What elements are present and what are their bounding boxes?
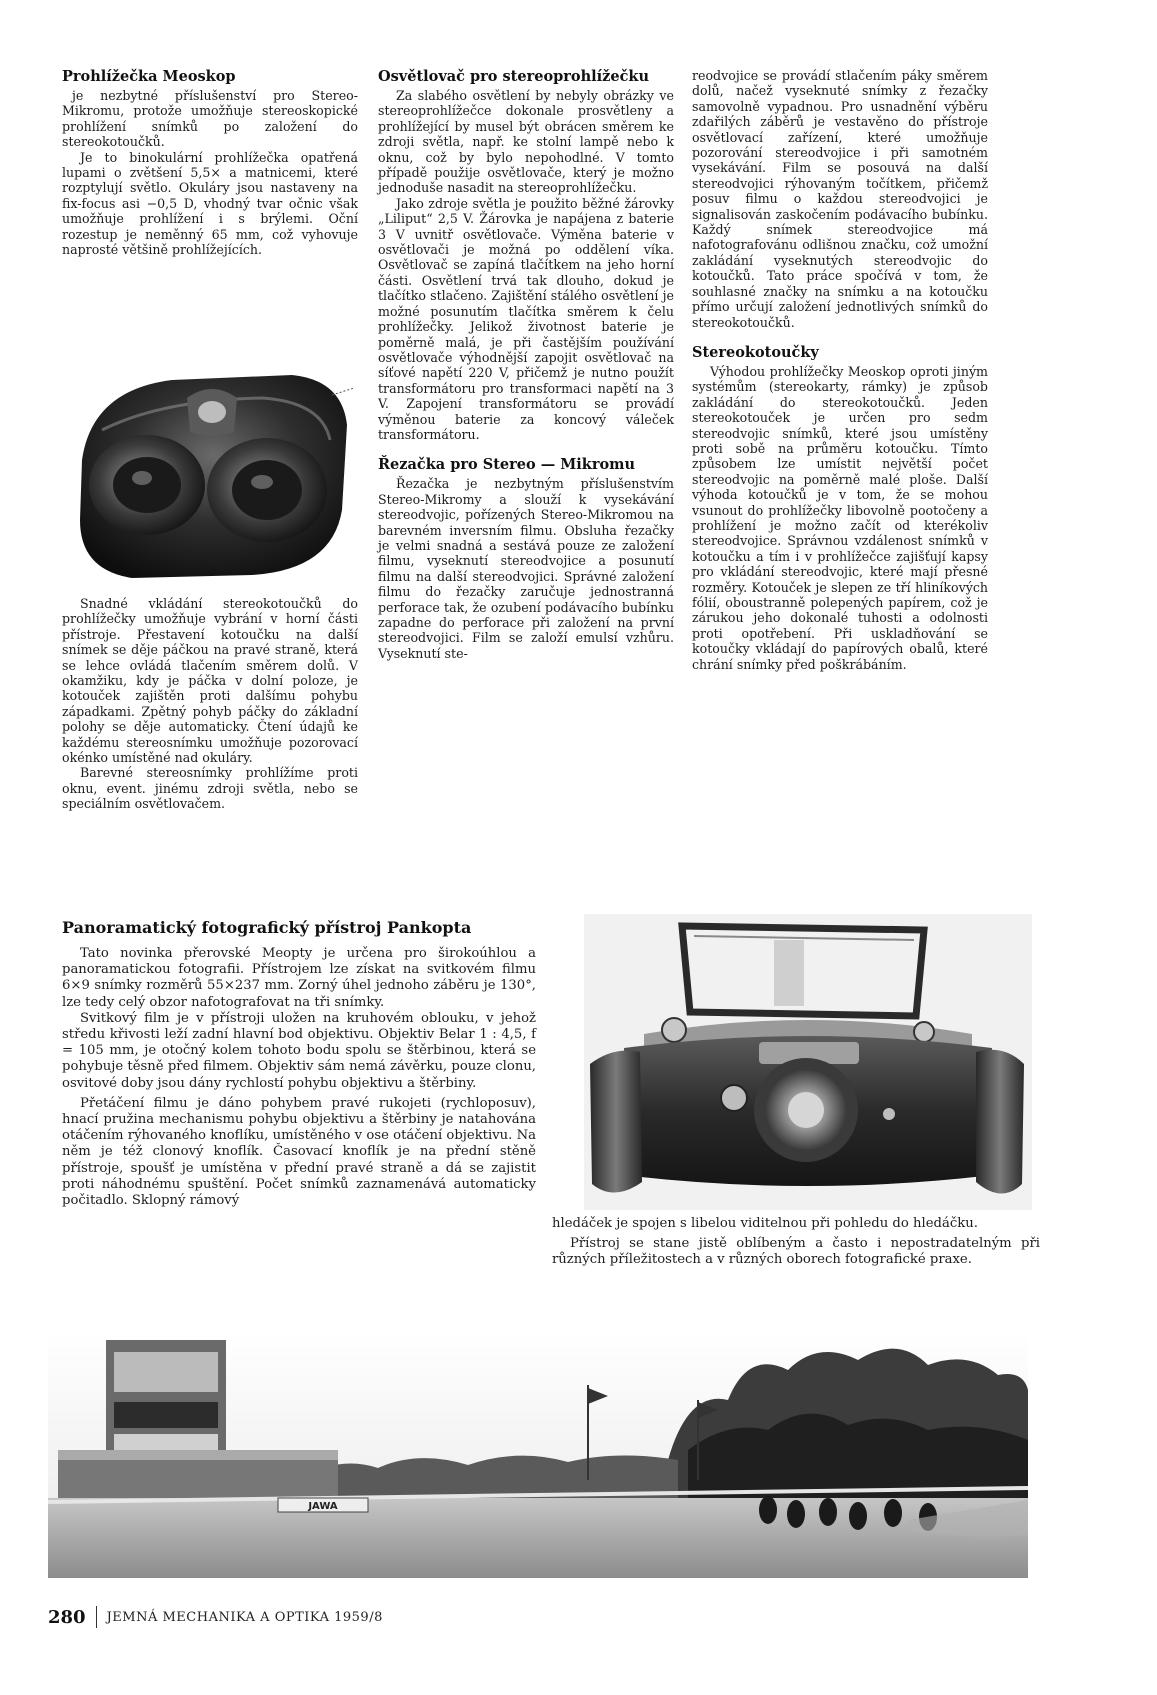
footer-separator — [96, 1606, 97, 1628]
paragraph: Za slabého osvětlení by nebyly obrázky ve stereoprohlížečce dokonale prosvětleny a prohlížející by musel být obrácen směrem ke zdroji světla, např. ke stolní lampě nebo k oknu, což by bylo nepohodlné. V tomto případě použije osvětlovače, který je možno jednoduše nasadit na stereoprohlížečku. — [378, 88, 674, 196]
paragraph: reodvojice se provádí stlačením páky směrem dolů, načež vyseknuté snímky z řezačky samovolně vypadnou. Pro usnadnění výběru zdařilých záběrů je vestavěno do přístroje osvětlovací zařízení, které umožňuje pozorování stereodvojice i při samotném vysekávání. Film se posouvá na další stereodvojici rýhovaným točítkem, přičemž posuv filmu o každou stereodvojici je signalisován zaskočením podávacího bubínku. Každý snímek stereodvojice má nafotografovánu odlišnou značku, což umožní zakládání vyseknutých stereodvojic do kotoučků. Tato práce spočívá v tom, že souhlasné značky na snímku a na kotoučku přímo určují založení jednotlivých snímků do stereokotoučků. — [692, 68, 988, 330]
heading-stereokotoucky: Stereokotoučky — [692, 343, 819, 361]
paragraph: Svitkový film je v přístroji uložen na kruhovém oblouku, v jehož středu křivosti leží zadní hlavní bod objektivu. Objektiv Belar 1 : 4,5, f = 105 mm, je otočný kolem tohoto bodu spolu se štěrbinou, která se pohybuje těsně před filmem. Objektiv sám nemá závěrku, pouze clonu, osvitové doby jsou dány rychlostí pohybu objektivu a štěrbiny. — [62, 1010, 536, 1091]
paragraph: Řezačka je nezbytným příslušenstvím Stereo-Mikromy a slouží k vysekávání stereodvojic, pořízených Stereo-Mikromou na barevném inversním filmu. Obsluha řezačky je velmi snadná a sestává pouze ze založení filmu, vyseknutí stereodvojice a posunutí filmu na další stereodvojici. Správné založení filmu do řezačky zaručuje jednostranná perforace tak, že ozubení podávacího bubínku zapadne do perforace při založení na první stereodvojici. Film se založí emulsí vzhůru. Vyseknutí ste- — [378, 476, 674, 661]
paragraph: Výhodou prohlížečky Meoskop oproti jiným systémům (stereokarty, rámky) je způsob zakládání do stereokotoučků. Jeden stereokotouček je určen pro sedm stereodvojic snímků, které jsou umístěny proti sobě na průměru kotoučku. Tímto způsobem lze umístit největší počet stereodvojic na poměrně malé ploše. Další výhoda kotoučků je v tom, že se mohou vsunout do prohlížečky libovolně pootočeny a prohlížení je možno začít od kterékoliv stereodvojice. Správnou vzdálenost snímků v kotoučku a tím i v prohlížečce zajišťují kapsy pro vkládání stereodvojic, které mají přesné rozměry. Kotouček je slepen ze tří hliníkových fólií, oboustranně polepených papírem, což je zárukou jeho dokonalé tuhosti a odolnosti proti opotřebení. Při uskladňování se kotoučky vkládají do papírových obalů, které chrání snímky před poškrábáním. — [692, 363, 988, 672]
paragraph: je nezbytné příslušenství pro Stereo-Mikromu, protože umožňuje stereoskopické prohlížení snímků po založení do stereokotoučků. — [62, 88, 358, 150]
journal-title: JEMNÁ MECHANIKA A OPTIKA 1959/8 — [106, 1609, 383, 1625]
column-1-caption — [62, 596, 358, 812]
paragraph: Snadné vkládání stereokotoučků do prohlížečky umožňuje vybrání v horní části přístroje. Přestavení kotoučku na další snímek se děje páčkou na pravé straně, která se lehce ovládá tlačením směrem dolů. V okamžiku, kdy je páčka v dolní poloze, je kotouček zajištěn proti dalšímu pohybu západkami. Zpětný pohyb páčky do základní polohy se děje automaticky. Čtení údajů ke každému stereosnímku umožňuje pozorovací okénko umístěné nad okuláry. — [62, 596, 358, 766]
pankopta-camera-photo — [584, 914, 1032, 1210]
heading-osvetlovac: Osvětlovač pro stereoprohlížečku — [378, 68, 650, 85]
banner-sign-text: JAWA — [308, 1501, 338, 1512]
pankopta-section — [62, 918, 536, 1209]
heading-meoskop: Prohlížečka Meoskop — [62, 68, 236, 85]
page-number: 280 — [48, 1606, 86, 1628]
paragraph: Přetáčení filmu je dáno pohybem pravé rukojeti (rychloposuv), hnací pružina mechanismu pohybu objektivu a štěrbiny je natahována otáčením rýhovaného knoflíku, umístěného v ose otáčení objektivu. Na něm je též clonový knoflík. Časovací knoflík je na přední stěně přístroje, spoušť je umístěna v přední pravé straně a dá se zajistit proti náhodnému spuštění. Počet snímků zaznamenává automaticky počitadlo. Sklopný rámový — [62, 1095, 536, 1209]
meoskop-viewer-photo — [62, 340, 358, 588]
paragraph: hledáček je spojen s libelou viditelnou při pohledu do hledáčku. — [552, 1216, 978, 1231]
paragraph: Tato novinka přerovské Meopty je určena pro širokoúhlou a panoramatickou fotografii. Přístrojem lze získat na svitkovém filmu 6×9 snímky rozměrů 55×237 mm. Zorný úhel jednoho záběru je 130°, lze tedy celý obzor nafotografovat na tři snímky. — [62, 946, 536, 1010]
paragraph: Je to binokulární prohlížečka opatřená lupami o zvětšení 5,5× a matnicemi, které rozptylují světlo. Okuláry jsou nastaveny na fix-focus asi −0,5 D, vhodný tvar očnic však umožňuje prohlížení i s brýlemi. Oční rozestup je neměnný 65 mm, což vyhovuje naprosté většině prohlížejících. — [62, 149, 358, 258]
heading-pankopta: Panoramatický fotografický přístroj Pankopta — [62, 918, 472, 937]
pankopta-section-right — [552, 1216, 1040, 1269]
column-3 — [692, 68, 988, 672]
paragraph: Jako zdroje světla je použito běžné žárovky „Liliput“ 2,5 V. Žárovka je napájena z baterie 3 V uvnitř osvětlovače. Výměna baterie v osvětlovači je možná po oddělení víka. Osvětlovač se zapíná tlačítkem na jeho horní části. Osvětlení trvá tak dlouho, dokud je tlačítko stlačeno. Zajištění stálého osvětlení je možné posunutím tlačítka směrem k čelu prohlížečky. Jelikož životnost baterie je poměrně malá, je při častějším používání osvětlovače výhodnější zapojit osvětlovač na síťové napětí 220 V, přičemž je nutno použít transformátoru pro transformaci napětí na 3 V. Zapojení transformátoru se provádí výměnou baterie za koncový váleček transformátoru. — [378, 195, 674, 442]
column-2 — [378, 68, 674, 661]
page-footer — [48, 1605, 383, 1629]
column-1 — [62, 68, 358, 257]
paragraph: Přístroj se stane jistě oblíbeným a často i nepostradatelným při různých příležitostech a v různých oborech fotografické praxe. — [552, 1236, 1040, 1268]
heading-rezacka: Řezačka pro Stereo — Mikromu — [378, 456, 636, 474]
paragraph: Barevné stereosnímky prohlížíme proti oknu, event. jinému zdroji světla, nebo se speciálním osvětlovačem. — [62, 765, 358, 812]
panorama-photo — [48, 1330, 1028, 1578]
